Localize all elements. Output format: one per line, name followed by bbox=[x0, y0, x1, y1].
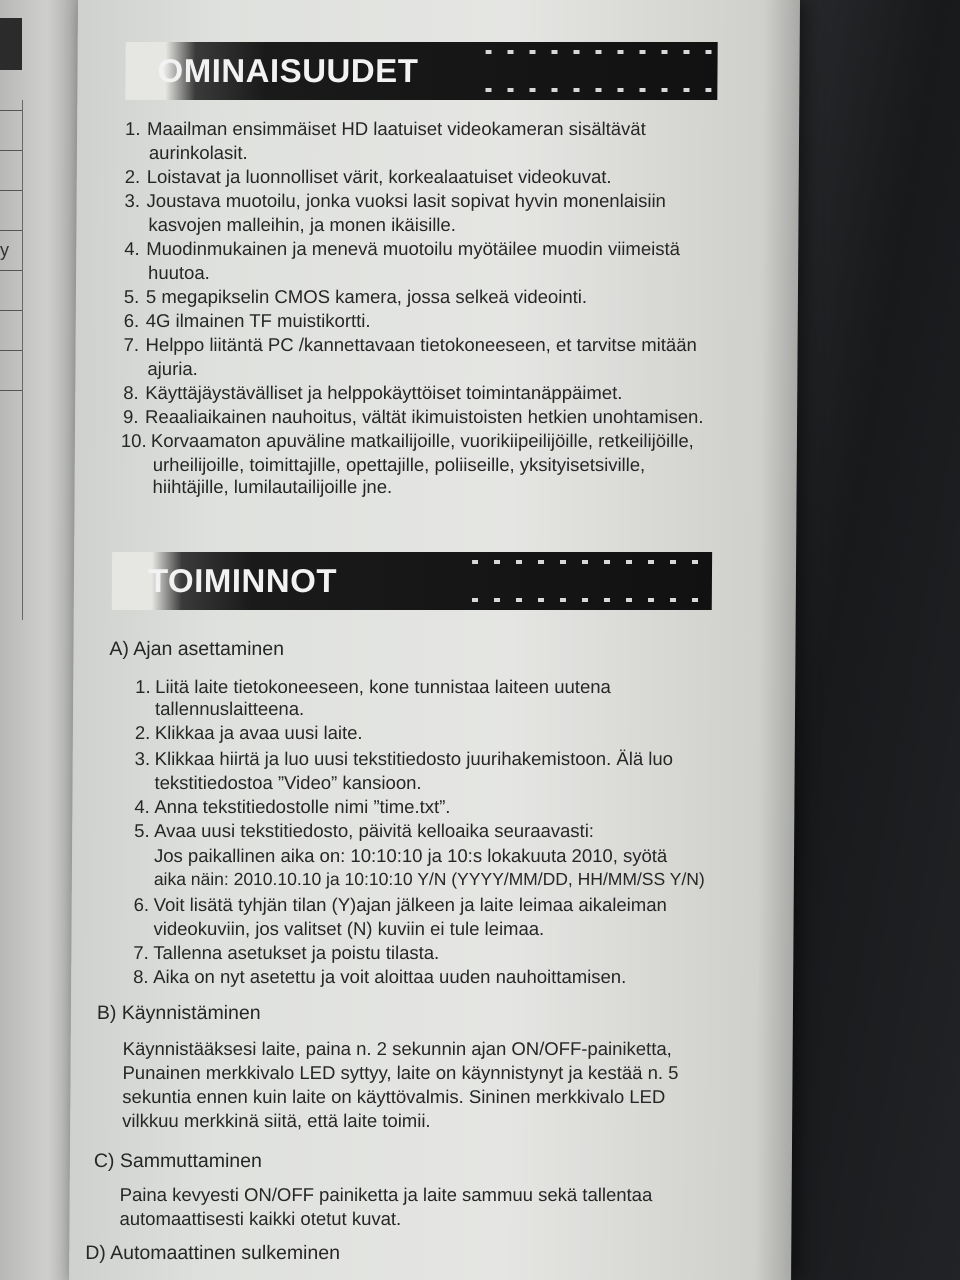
section-c-heading: C) Sammuttaminen bbox=[93, 1150, 262, 1172]
rule-line bbox=[22, 100, 23, 620]
step-number: 4. bbox=[134, 796, 150, 817]
section-d-heading: D) Automaattinen sulkeminen bbox=[85, 1242, 341, 1264]
film-strip-dots bbox=[485, 88, 711, 92]
step-number: 6. bbox=[133, 894, 150, 915]
features-title: OMINAISUUDET bbox=[157, 52, 419, 89]
feature-number: 4. bbox=[124, 238, 140, 259]
adjacent-page-tab bbox=[0, 18, 22, 70]
step-text: tekstitiedostoa ”Video” kansioon. bbox=[154, 772, 422, 793]
section-b-text: vilkkuu merkkinä siitä, että laite toimii. bbox=[122, 1110, 431, 1131]
feature-text: urheilijoille, toimittajille, opettajille, poliiseille, yksityisetsiville, bbox=[152, 454, 646, 475]
feature-text: Käyttäjäystävälliset ja helppokäyttöiset toimintanäppäimet. bbox=[145, 382, 623, 403]
rule-line bbox=[0, 310, 22, 311]
step-text: Klikkaa hiirtä ja luo uusi tekstitiedosto juurihakemistoon. Älä luo bbox=[154, 748, 674, 769]
film-strip-dots bbox=[472, 598, 706, 602]
feature-number: 8. bbox=[123, 382, 139, 403]
feature-text: aurinkolasit. bbox=[148, 142, 248, 163]
feature-text: Joustava muotoilu, jonka vuoksi lasit sopivat hyvin monenlaisiin bbox=[146, 190, 666, 211]
step-text: Anna tekstitiedostolle nimi ”time.txt”. bbox=[154, 796, 451, 817]
feature-text: Helppo liitäntä PC /kannettavaan tietokoneeseen, et tarvitse mitään bbox=[145, 334, 697, 355]
step-text: tallennuslaitteena. bbox=[154, 698, 305, 719]
rule-line bbox=[0, 230, 22, 231]
step-text: Liitä laite tietokoneeseen, kone tunnistaa laiteen uutena bbox=[155, 676, 611, 697]
rule-line bbox=[0, 390, 22, 391]
functions-title: TOIMINNOT bbox=[147, 562, 338, 599]
step-text: Tallenna asetukset ja poistu tilasta. bbox=[153, 942, 440, 963]
step-text: Jos paikallinen aika on: 10:10:10 ja 10:s lokakuuta 2010, syötä bbox=[153, 845, 668, 866]
feature-text: huutoa. bbox=[148, 262, 210, 283]
feature-text: 5 megapikselin CMOS kamera, jossa selkeä videointi. bbox=[145, 286, 588, 307]
step-number: 1. bbox=[135, 676, 151, 697]
step-text: videokuviin, jos valitset (N) kuviin ei tule leimaa. bbox=[153, 918, 545, 939]
rule-line bbox=[0, 110, 22, 111]
feature-number: 1. bbox=[125, 118, 141, 139]
step-text: Avaa uusi tekstitiedosto, päivitä kelloaika seuraavasti: bbox=[154, 820, 595, 841]
feature-text: Reaaliaikainen nauhoitus, vältät ikimuistoisten hetkien unohtamisen. bbox=[145, 406, 704, 427]
step-text: Voit lisätä tyhjän tilan (Y)ajan jälkeen ja laite leimaa aikaleiman bbox=[153, 894, 667, 915]
background-surface bbox=[780, 0, 960, 1280]
functions-header-bar bbox=[112, 552, 712, 610]
features-header-bar bbox=[125, 42, 717, 100]
step-number: 3. bbox=[134, 748, 151, 769]
film-strip-dots bbox=[472, 560, 706, 564]
feature-number: 3. bbox=[124, 190, 141, 211]
step-text: aika näin: 2010.10.10 ja 10:10:10 Y/N (YYYY/MM/DD, HH/MM/SS Y/N) bbox=[153, 869, 705, 889]
adjacent-page bbox=[0, 0, 78, 1280]
section-c-text: Paina kevyesti ON/OFF painiketta ja laite sammuu sekä tallentaa bbox=[119, 1184, 653, 1205]
section-b-text: Punainen merkkivalo LED syttyy, laite on käynnistynyt ja kestää n. 5 bbox=[122, 1062, 679, 1083]
section-a-heading: A) Ajan asettaminen bbox=[109, 638, 285, 660]
instruction-sheet bbox=[69, 0, 800, 1280]
feature-text: Korvaamaton apuväline matkailijoille, vuorikiipeilijöille, retkeilijöille, bbox=[150, 430, 694, 451]
feature-number: 5. bbox=[123, 286, 140, 307]
film-strip-dots bbox=[486, 50, 712, 54]
rule-line bbox=[0, 350, 22, 351]
step-number: 2. bbox=[134, 722, 151, 743]
adjacent-page-text: y bbox=[0, 240, 9, 260]
feature-text: Maailman ensimmäiset HD laatuiset videokameran sisältävät bbox=[147, 118, 646, 139]
feature-text: ajuria. bbox=[147, 358, 198, 379]
feature-text: 4G ilmainen TF muistikortti. bbox=[145, 310, 371, 331]
feature-number: 9. bbox=[123, 406, 139, 427]
step-text: Aika on nyt asetettu ja voit aloittaa uuden nauhoittamisen. bbox=[153, 966, 627, 987]
feature-number: 10. bbox=[120, 430, 147, 451]
feature-number: 6. bbox=[123, 310, 140, 331]
section-b-text: Käynnistääksesi laite, paina n. 2 sekunnin ajan ON/OFF-painiketta, bbox=[122, 1038, 672, 1059]
section-c-text: automaattisesti kaikki otetut kuvat. bbox=[119, 1208, 402, 1229]
feature-text: Loistavat ja luonnolliset värit, korkealaatuiset videokuvat. bbox=[146, 166, 612, 187]
section-b-text: sekuntia ennen kuin laite on käyttövalmis. Sininen merkkivalo LED bbox=[122, 1086, 666, 1107]
step-number: 8. bbox=[133, 966, 149, 987]
feature-text: hiihtäjille, lumilautailijoille jne. bbox=[152, 476, 393, 497]
section-b-heading: B) Käynnistäminen bbox=[96, 1002, 261, 1024]
step-text: Klikkaa ja avaa uusi laite. bbox=[154, 722, 363, 743]
feature-text: Muodinmukainen ja menevä muotoilu myötäilee muodin viimeistä bbox=[146, 238, 681, 259]
feature-number: 7. bbox=[123, 334, 140, 355]
rule-line bbox=[0, 270, 22, 271]
feature-number: 2. bbox=[124, 166, 141, 187]
rule-line bbox=[0, 190, 22, 191]
feature-text: kasvojen malleihin, ja monen ikäisille. bbox=[148, 214, 456, 235]
rule-line bbox=[0, 150, 22, 151]
step-number: 7. bbox=[133, 942, 149, 963]
step-number: 5. bbox=[134, 820, 150, 841]
